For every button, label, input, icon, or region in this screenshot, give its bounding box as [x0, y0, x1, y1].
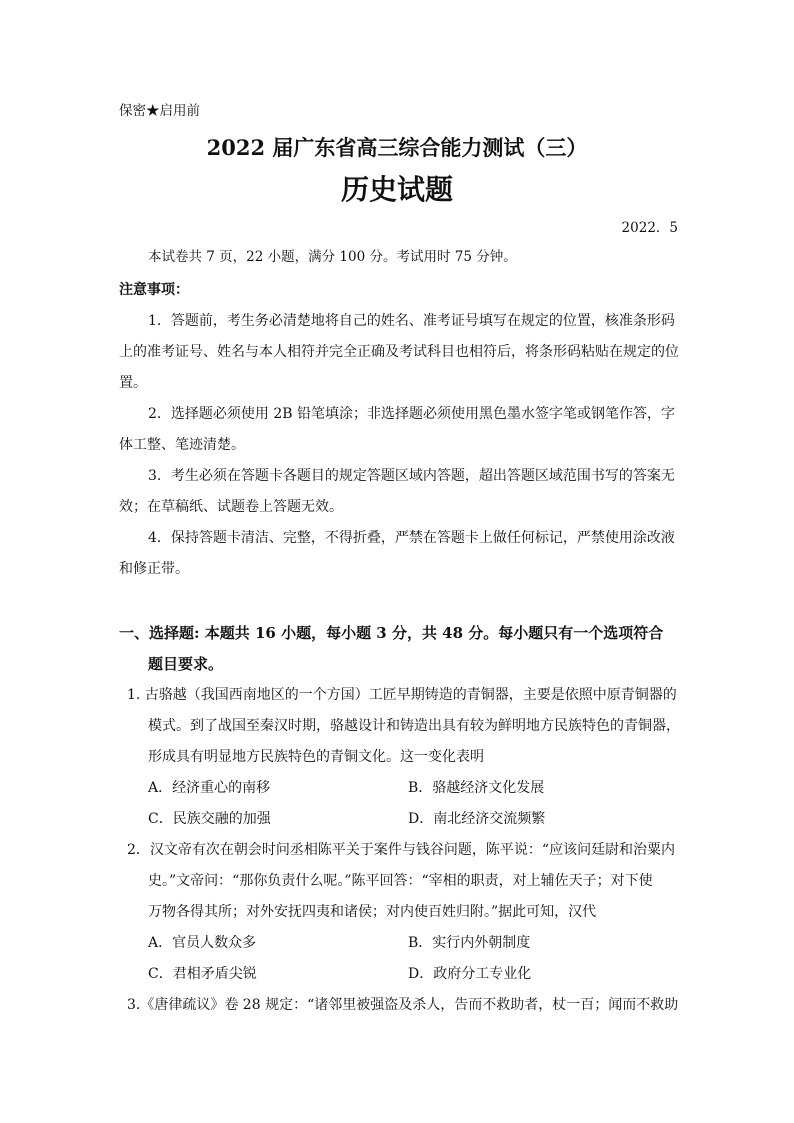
- question-2-option-d: D．政府分工专业化: [408, 966, 532, 982]
- notes-heading: 注意事项：: [119, 282, 189, 298]
- exam-intro: 本试卷共 7 页，22 小题，满分 100 分。考试用时 75 分钟。: [148, 249, 517, 265]
- note-4-line-2: 和修正带。: [119, 561, 189, 577]
- note-1-line-3: 置。: [119, 375, 147, 391]
- exam-date: 2022．5: [621, 220, 678, 236]
- note-1-line-1: 1．答题前，考生务必清楚地将自己的姓名、准考证号填写在规定的位置，核准条形码: [148, 313, 675, 329]
- exam-title: 2022 届广东省高三综合能力测试（三）: [206, 135, 588, 160]
- question-2-line-3: 万物各得其所；对外安抚四夷和诸侯；对内使百姓归附。”据此可知，汉代: [148, 904, 597, 920]
- note-3-line-2: 效；在草稿纸、试题卷上答题无效。: [119, 499, 343, 515]
- question-2-line-1: 2．汉文帝有次在朝会时问丞相陈平关于案件与钱谷问题，陈平说：“应该问廷尉和治粟内: [127, 842, 676, 858]
- note-2-line-2: 体工整、笔迹清楚。: [119, 437, 245, 453]
- question-1-line-2: 模式。到了战国至秦汉时期，骆越设计和铸造出具有较为鲜明地方民族特色的青铜器，: [148, 718, 680, 734]
- question-2-option-a: A．官员人数众多: [148, 935, 257, 951]
- section-1-heading: 一、选择题: 本题共 16 小题，每小题 3 分，共 48 分。每小题只有一个选项符合: [119, 624, 664, 642]
- question-1-line-3: 形成具有明显地方民族特色的青铜文化。这一变化表明: [148, 749, 484, 765]
- question-1-line-1: 1. 古骆越（我国西南地区的一个方国）工匠早期铸造的青铜器，主要是依照中原青铜器的: [127, 687, 677, 703]
- question-1-option-d: D．南北经济交流频繁: [408, 811, 546, 827]
- subject-title: 历史试题: [340, 173, 453, 206]
- note-2-line-1: 2．选择题必须使用 2B 铅笔填涂；非选择题必须使用黑色墨水签字笔或钢笔作答，字: [148, 406, 676, 422]
- question-3-line-1: 3.《唐律疏议》卷 28 规定：“诸邻里被强盗及杀人，告而不救助者，杖一百；闻而不救助: [127, 997, 679, 1013]
- question-2-option-b: B．实行内外朝制度: [408, 935, 531, 951]
- question-1-option-c: C．民族交融的加强: [148, 811, 271, 827]
- question-2-option-c: C．君相矛盾尖锐: [148, 966, 257, 982]
- question-1-option-a: A．经济重心的南移: [148, 780, 271, 796]
- confidential-label: 保密★启用前: [119, 103, 200, 119]
- note-4-line-1: 4．保持答题卡清洁、完整，不得折叠，严禁在答题卡上做任何标记，严禁使用涂改液: [148, 530, 675, 546]
- question-2-line-2: 史。”文帝问：“那你负责什么呢。”陈平回答：“宰相的职责，对上辅佐天子；对下使: [148, 873, 653, 889]
- question-1-option-b: B．骆越经济文化发展: [408, 780, 545, 796]
- note-3-line-1: 3．考生必须在答题卡各题目的规定答题区域内答题，超出答题区域范围书写的答案无: [148, 468, 675, 484]
- section-1-heading-cont: 题目要求。: [148, 655, 224, 673]
- note-1-line-2: 上的准考证号、姓名与本人相符并完全正确及考试科目也相符后，将条形码粘贴在规定的位: [119, 344, 679, 360]
